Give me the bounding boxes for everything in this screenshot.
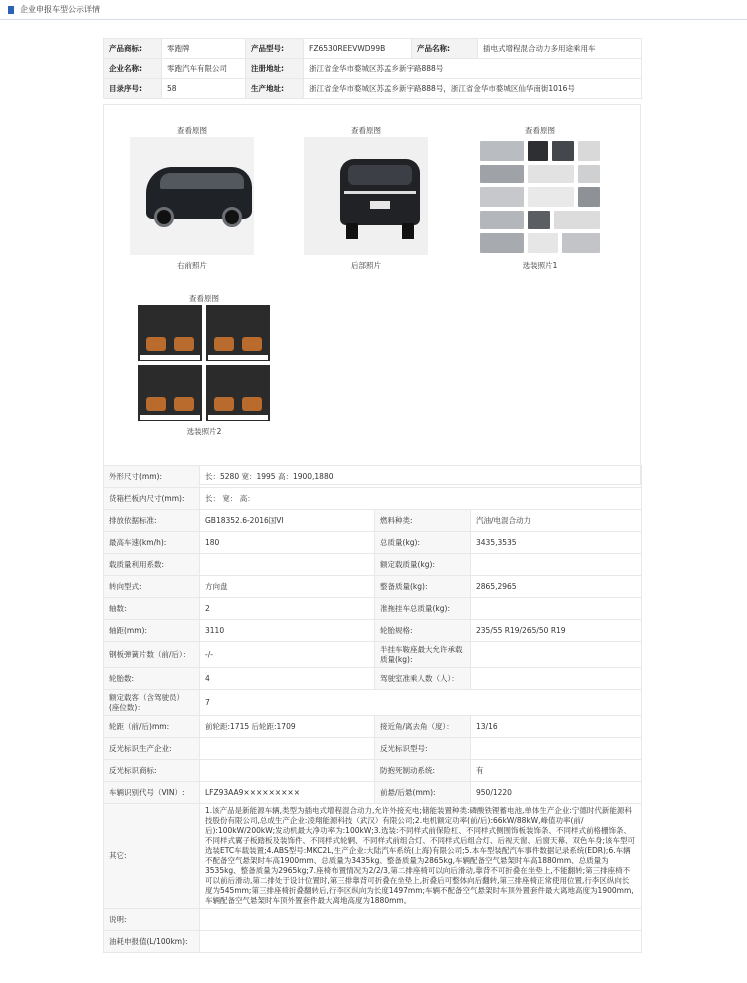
spec-value: 2865,2965: [471, 576, 642, 598]
spec-value: [471, 642, 642, 668]
table-row: [104, 79, 642, 99]
photo-optional-2: [136, 293, 272, 438]
table-row: [104, 620, 642, 642]
photo-caption: 选装照片2: [186, 427, 222, 436]
optional-photo-2[interactable]: [136, 305, 272, 421]
spec-value: 13/16: [471, 716, 642, 738]
spec-other-value: 1.该产品是新能源车辆,类型为插电式增程混合动力,允许外接充电;储能装置种类:磷酸铁锂蓄电池,单体生产企业:宁德时代新能源科技股份有限公司,总成生产企业:凌翔能源科技（武汉）有限公司;2.电机额定功率(前/后):66kW/88kW,峰值功率(前/后):100kW/200kW;发动机最大净功率为:100kW;3.选装:不同样式前保险杠、不同样式侧围饰板装饰条、不同样式前格栅饰条、不同样式翼子板踏板及装饰件、不同样式轮辋、不同样式前组合灯、不同样式后组合灯、后视天窗、后窗天幕、双色车身;该车型可选装ETC车载装置;4.ABS型号:MKC2L,生产企业:大陆汽车系统(上海)有限公司;5.本车型装配汽车事件数据记录系统(EDR);6.车辆不配备空气悬架时车高1900mm、总质量为3435kg、整备质量为2865kg,车辆配备空气悬架时车高1880mm、总质量为3535kg、整备质量为2965kg;7.座椅布置情况为2/2/3,第二排座椅可以向后滑动,靠背不可折叠在坐垫上,不能翻转;第三排座椅不可以前后滑动,第二排处于设计位置时,第三排靠背可折叠在坐垫上,折叠后可整体向后翻转,第三排座椅正常使用位置,行李区纵向长度为545mm;第三排座椅折叠翻转后,行李区纵向为长度1497mm;车辆不配备空气悬架时车顶外置套件最大离地高度为1900mm,车辆配备空气悬架时车顶外置套件最大离地高度为1880mm。: [200, 804, 642, 909]
spec-label: 最高车速(km/h):: [104, 532, 200, 554]
spec-value: 有: [471, 760, 642, 782]
spec-label: 总质量(kg):: [375, 532, 471, 554]
spec-label: 油耗申报值(L/100km):: [104, 931, 200, 953]
spec-value: [471, 598, 642, 620]
spec-value: 4: [200, 668, 375, 690]
spec-label: 其它:: [104, 804, 200, 909]
spec-label: 排放依据标准:: [104, 510, 200, 532]
table-row: [104, 488, 642, 510]
view-original-link[interactable]: 查看原图: [177, 126, 207, 135]
front-right-photo[interactable]: [130, 137, 254, 255]
table-row: [104, 39, 642, 59]
label-product-name: 产品名称:: [412, 39, 478, 59]
label-model: 产品型号:: [246, 39, 304, 59]
photo-rear: [304, 125, 428, 272]
spec-label: 反光标识商标:: [104, 760, 200, 782]
spec-value: LFZ93AA9×××××××××: [200, 782, 375, 804]
spec-label: 整备质量(kg):: [375, 576, 471, 598]
spec-value: [200, 931, 642, 953]
spec-label: 轮胎规格:: [375, 620, 471, 642]
spec-value: [471, 668, 642, 690]
table-row: [104, 738, 642, 760]
spec-value: [200, 909, 642, 931]
spec-label: 转向型式:: [104, 576, 200, 598]
value-reg-address: 浙江省金华市婺城区苏孟乡新宇路888号: [304, 59, 642, 79]
spec-label: 准拖挂车总质量(kg):: [375, 598, 471, 620]
spec-label: 防抱死制动系统:: [375, 760, 471, 782]
table-row: [104, 716, 642, 738]
value-catalog-no: 58: [162, 79, 246, 99]
spec-label: 轮距（前/后)mm:: [104, 716, 200, 738]
spec-label: 载质量利用系数:: [104, 554, 200, 576]
table-row: [104, 909, 642, 931]
label-reg-address: 注册地址:: [246, 59, 304, 79]
label-catalog-no: 目录序号:: [104, 79, 162, 99]
table-row: [104, 466, 642, 488]
photo-caption: 右前照片: [177, 261, 207, 270]
basic-info-table: [103, 38, 642, 99]
value-company: 零跑汽车有限公司: [162, 59, 246, 79]
spec-label: 反光标识生产企业:: [104, 738, 200, 760]
table-row: [104, 690, 642, 716]
table-row: [104, 931, 642, 953]
spec-label: 反光标识型号:: [375, 738, 471, 760]
table-row: [104, 668, 642, 690]
spec-label: 前悬/后悬(mm):: [375, 782, 471, 804]
spec-value: 950/1220: [471, 782, 642, 804]
spec-value: [200, 554, 375, 576]
spec-label: 轮胎数:: [104, 668, 200, 690]
spec-table: [103, 465, 642, 953]
photo-gallery: [103, 104, 641, 485]
spec-label: 额定载质量(kg):: [375, 554, 471, 576]
spec-label: 外形尺寸(mm):: [104, 466, 200, 488]
spec-value: 7: [200, 690, 642, 716]
optional-photo-1[interactable]: [478, 137, 602, 255]
table-row: [104, 642, 642, 668]
label-company: 企业名称:: [104, 59, 162, 79]
value-model: FZ6530REEVWD99B: [304, 39, 412, 59]
spec-label: 钢板弹簧片数（前/后）：: [104, 642, 200, 668]
table-row: [104, 782, 642, 804]
value-brand: 零跑牌: [162, 39, 246, 59]
header-icon: [8, 6, 14, 14]
spec-value: [200, 760, 375, 782]
spec-label: 接近角/离去角（度）：: [375, 716, 471, 738]
photo-optional-1: [478, 125, 602, 272]
spec-value: 长： 宽： 高：: [200, 488, 642, 510]
detail-panel: [95, 38, 646, 983]
label-prod-address: 生产地址:: [246, 79, 304, 99]
spec-label: 燃料种类:: [375, 510, 471, 532]
value-prod-address: 浙江省金华市婺城区苏孟乡新宇路888号，浙江省金华市婺城区仙华南街1016号: [304, 79, 642, 99]
view-original-link[interactable]: 查看原图: [351, 126, 381, 135]
table-row: [104, 510, 642, 532]
spec-value: 3435,3535: [471, 532, 642, 554]
rear-photo[interactable]: [304, 137, 428, 255]
spec-label: 轴距(mm):: [104, 620, 200, 642]
spec-label: 额定载客（含驾驶员）(座位数)：: [104, 690, 200, 716]
photo-caption: 后部照片: [351, 261, 381, 270]
spec-value: 方向盘: [200, 576, 375, 598]
spec-label: 半挂车鞍座最大允许承载质量(kg):: [375, 642, 471, 668]
photo-caption: 选装照片1: [522, 261, 558, 270]
spec-value: 前轮距:1715 后轮距:1709: [200, 716, 375, 738]
spec-value: [471, 554, 642, 576]
spec-label: 驾驶室准乘人数（人）：: [375, 668, 471, 690]
page-title: 企业申报车型公示详情: [20, 5, 100, 14]
spec-label: 说明:: [104, 909, 200, 931]
photo-front-right: [130, 125, 254, 272]
table-row: [104, 598, 642, 620]
table-row: [104, 59, 642, 79]
spec-label: 车辆识别代号（VIN）:: [104, 782, 200, 804]
view-original-link[interactable]: 查看原图: [525, 126, 555, 135]
table-row: [104, 760, 642, 782]
spec-value: 2: [200, 598, 375, 620]
spec-value: GB18352.6-2016国VI: [200, 510, 375, 532]
page-header: [0, 0, 747, 20]
spec-value: 180: [200, 532, 375, 554]
table-row: [104, 532, 642, 554]
spec-label: 轴数:: [104, 598, 200, 620]
spec-value: 长：5280 宽：1995 高：1900,1880: [200, 466, 642, 488]
spec-value: 汽油/电混合动力: [471, 510, 642, 532]
label-brand: 产品商标:: [104, 39, 162, 59]
view-original-link[interactable]: 查看原图: [189, 294, 219, 303]
spec-value: [200, 738, 375, 760]
spec-label: 货箱栏板内尺寸(mm):: [104, 488, 200, 510]
spec-value: -/-: [200, 642, 375, 668]
spec-value: 3110: [200, 620, 375, 642]
table-row: [104, 804, 642, 909]
table-row: [104, 576, 642, 598]
spec-value: 235/55 R19/265/50 R19: [471, 620, 642, 642]
value-product-name: 插电式增程混合动力多用途乘用车: [478, 39, 642, 59]
spec-value: [471, 738, 642, 760]
table-row: [104, 554, 642, 576]
